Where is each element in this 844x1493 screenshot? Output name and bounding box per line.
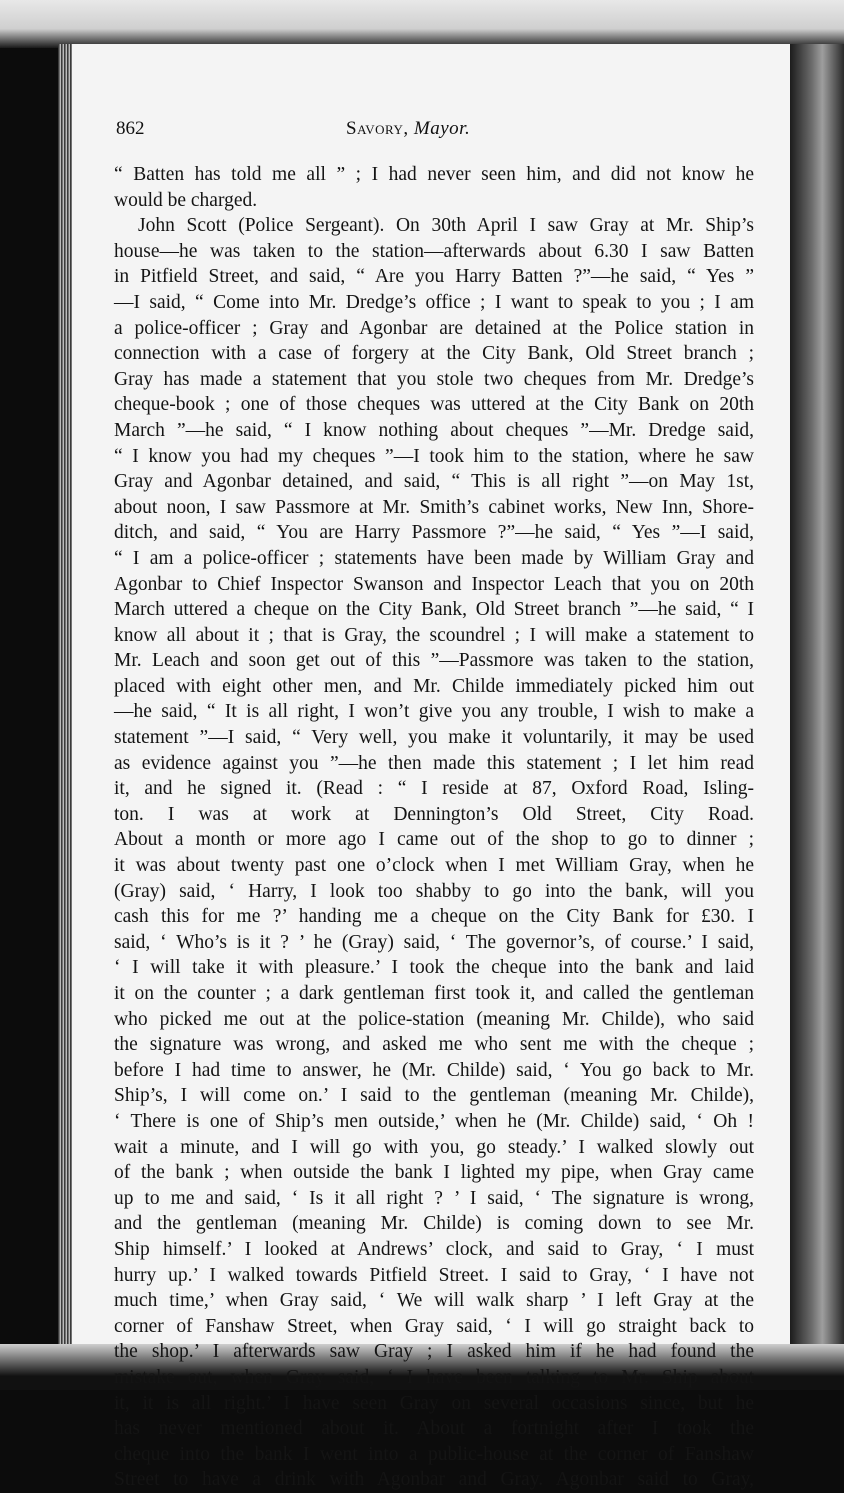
text-line: —I said, “ Come into Mr. Dredge’s office ; I want to speak to you ; I am [114, 291, 754, 313]
text-line: hurry up.’ I walked towards Pitfield Street. I said to Gray, ‘ I have not [114, 1264, 754, 1286]
text-line: before I had time to answer, he (Mr. Childe) said, ‘ You go back to Mr. [114, 1059, 754, 1081]
text-line: cash this for me ?’ handing me a cheque on the City Bank for £30. I [114, 906, 754, 928]
text-line: Mr. Leach and soon get out of this ”—Passmore was taken to the station, [114, 650, 754, 672]
text-line: as evidence against you ”—he then made this statement ; I let him read [114, 752, 754, 774]
text-line: (Gray) said, ‘ Harry, I look too shabby to go into the bank, will you [114, 880, 754, 902]
text-line: Gray has made a statement that you stole two cheques from Mr. Dredge’s [114, 368, 754, 390]
text-line: has never mentioned about it. About a fortnight after I took the [114, 1418, 754, 1440]
text-line: Street to have a drink with Agonbar and Gray. Agonbar said to Gray, [114, 1469, 754, 1491]
text-line: it, it is all right.’ I have seen Gray on several occasions since, but he [114, 1392, 754, 1414]
text-line: cheque into the bank I went into a public-house at the corner of Fanshaw [114, 1443, 754, 1465]
text-line: “ I am a police-officer ; statements have been made by William Gray and [114, 547, 754, 569]
text-line: it was about twenty past one o’clock when I met William Gray, when he [114, 855, 754, 877]
running-head-title: Mayor. [413, 118, 471, 139]
text-line: a police-officer ; Gray and Agonbar are detained at the Police station in [114, 317, 754, 339]
text-line: ‘ There is one of Ship’s men outside,’ when he (Mr. Childe) said, ‘ Oh ! [114, 1110, 754, 1132]
page-number: 862 [116, 118, 145, 139]
text-line: March uttered a cheque on the City Bank, Old Street branch ”—he said, “ I [114, 599, 754, 621]
text-line: mistake out, when Gray said, ‘ I have been talking to Mr. Ship about [114, 1366, 754, 1388]
text-line: would be charged. [114, 189, 258, 211]
text-line: “ I know you had my cheques ”—I took him to the station, where he saw [114, 445, 754, 467]
text-line: know all about it ; that is Gray, the scoundrel ; I will make a statement to [114, 624, 754, 646]
text-line: John Scott (Police Sergeant). On 30th April I saw Gray at Mr. Ship’s [138, 215, 754, 237]
text-line: it on the counter ; a dark gentleman first took it, and called the gentleman [114, 983, 754, 1004]
text-line: cheque-book ; one of those cheques was uttered at the City Bank on 20th [114, 394, 754, 416]
text-line: March ”—he said, “ I know nothing about cheques ”—Mr. Dredge said, [114, 419, 754, 441]
text-line: house—he was taken to the station—afterwards about 6.30 I saw Batten [114, 240, 754, 262]
text-line: wait a minute, and I will go with you, go steady.’ I walked slowly out [114, 1136, 754, 1158]
text-line: said, ‘ Who’s is it ? ’ he (Gray) said, ‘ The governor’s, of course.’ I said, [114, 931, 754, 953]
text-line: who picked me out at the police-station (meaning Mr. Childe), who said [114, 1008, 754, 1030]
page-gutter [58, 44, 72, 1344]
text-line: Ship’s, I will come on.’ I said to the gentleman (meaning Mr. Childe), [114, 1085, 754, 1107]
text-line: much time,’ when Gray said, ‘ We will walk sharp ’ I left Gray at the [114, 1290, 754, 1312]
scan-right-edge [790, 44, 844, 1344]
text-line: the signature was wrong, and asked me who sent me with the cheque ; [114, 1034, 754, 1056]
text-line: statement ”—I said, “ Very well, you make it voluntarily, it may be used [114, 727, 754, 749]
text-line: it, and he signed it. (Read : “ I reside at 87, Oxford Road, Isling- [114, 778, 754, 800]
scan-top-edge [0, 0, 844, 48]
text-line: in Pitfield Street, and said, “ Are you Harry Batten ?”—he said, “ Yes ” [114, 266, 754, 288]
text-line: About a month or more ago I came out of the shop to go to dinner ; [114, 829, 754, 851]
running-head-name: Savory, [346, 118, 409, 139]
text-line: the shop.’ I afterwards saw Gray ; I asked him if he had found the [114, 1341, 754, 1363]
text-line: ditch, and said, “ You are Harry Passmore ?”—he said, “ Yes ”—I said, [114, 522, 754, 544]
text-line: about noon, I saw Passmore at Mr. Smith’s cabinet works, New Inn, Shore- [114, 496, 754, 518]
page-header [116, 118, 756, 146]
text-line: ‘ I will take it with pleasure.’ I took the cheque into the bank and laid [114, 957, 754, 979]
running-head [346, 118, 586, 140]
text-line: corner of Fanshaw Street, when Gray said, ‘ I will go straight back to [114, 1315, 754, 1337]
text-line: Gray and Agonbar detained, and said, “ This is all right ”—on May 1st, [114, 471, 754, 493]
text-line: placed with eight other men, and Mr. Childe immediately picked him out [114, 675, 754, 697]
text-line: and the gentleman (meaning Mr. Childe) is coming down to see Mr. [114, 1213, 754, 1235]
text-line: connection with a case of forgery at the City Bank, Old Street branch ; [114, 343, 754, 365]
text-line: Agonbar to Chief Inspector Swanson and Inspector Leach that you on 20th [114, 573, 754, 595]
text-line: Ship himself.’ I looked at Andrews’ clock, and said to Gray, ‘ I must [114, 1238, 754, 1260]
text-line: of the bank ; when outside the bank I lighted my pipe, when Gray came [114, 1162, 754, 1184]
text-line: ton. I was at work at Dennington’s Old Street, City Road. [114, 803, 754, 825]
text-line: —he said, “ It is all right, I won’t give you any trouble, I wish to make a [114, 701, 754, 723]
text-line: up to me and said, ‘ Is it all right ? ’ I said, ‘ The signature is wrong, [114, 1187, 754, 1209]
text-line: “ Batten has told me all ” ; I had never seen him, and did not know he [114, 164, 754, 185]
body-text [114, 162, 754, 1493]
